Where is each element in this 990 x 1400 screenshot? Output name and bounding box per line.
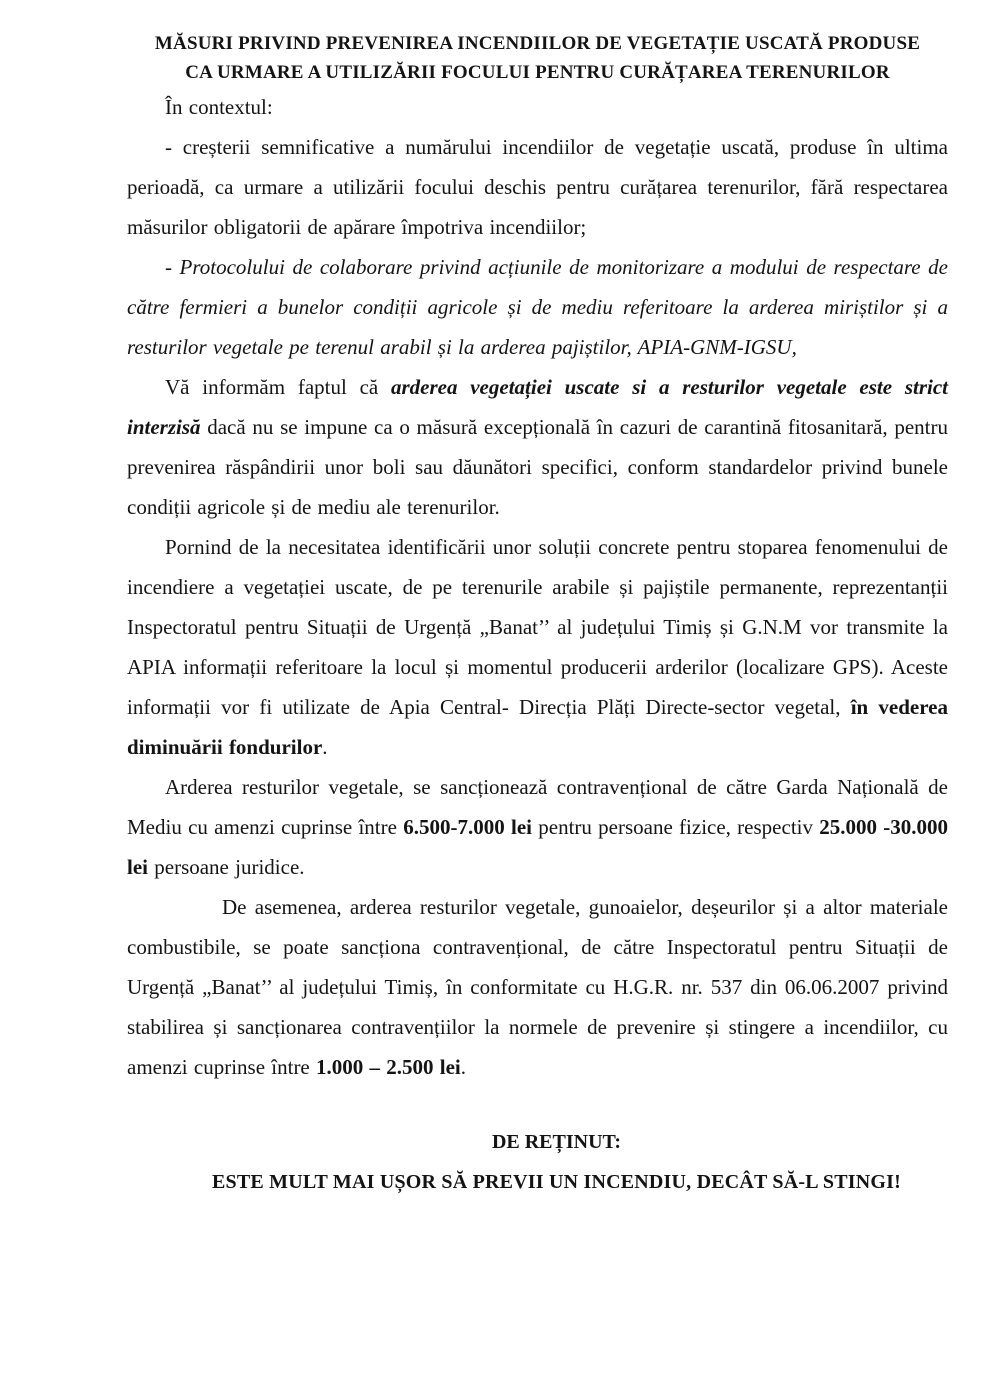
text-run: pentru persoane fizice, respectiv xyxy=(531,815,820,839)
paragraph-fines-environment xyxy=(127,767,948,887)
paragraph-interdiction xyxy=(127,367,948,527)
text-run: De asemenea, arderea resturilor vegetale, gunoaielor, deșeurilor și a altor materiale combustibile, se poate sancționa contravențional, de către Inspectoratul pentru Situații de Urgență „Banat’’ al județului Timiș, în conformitate cu H.G.R. nr. 537 din 06.06.2007 privind stabilirea și sancționarea contravențiilor la normele de prevenire și stingere a incendiilor, cu amenzi cuprinse între xyxy=(127,895,948,1079)
text-run: arderea vegetației uscate si a resturilor vegetale este strict interzisă xyxy=(127,375,949,439)
text-run: dacă nu se impune ca o măsură excepțională în cazuri de carantină fitosanitară, pentru prevenirea răspândirii unor boli sau dăunători specifici, conform standardelor privind bunele condiții agricole și de mediu ale terenurilor. xyxy=(127,415,948,519)
document-title xyxy=(127,0,948,87)
text-run: Pornind de la necesitatea identificării unor soluții concrete pentru stoparea fenomenului de incendiere a vegetației uscate, de pe terenurile arabile și pajiștile permanente, reprezentanții Inspectoratul pentru Situații de Urgență „Banat’’ al județului Timiș și G.N.M vor transmite la APIA informații referitoare la locul și momentul producerii arderilor (localizare GPS). Aceste informații vor fi utilizate de Apia Central- Direcția Plăți Directe-sector vegetal, xyxy=(127,535,948,719)
footer-slogan: ESTE MULT MAI UȘOR SĂ PREVII UN INCENDIU, DECÂT SĂ-L STINGI! xyxy=(211,1171,901,1193)
text-run: . xyxy=(460,1055,467,1079)
title-line-1: MĂSURI PRIVIND PREVENIREA INCENDIILOR DE VEGETAȚIE USCATĂ PRODUSE xyxy=(154,33,921,54)
text-run: persoane juridice. xyxy=(148,855,305,879)
text-run: Vă informăm faptul că xyxy=(165,375,391,399)
title-line-2: CA URMARE A UTILIZĂRII FOCULUI PENTRU CURĂȚAREA TERENURILOR xyxy=(185,62,890,83)
text-run: Arderea resturilor vegetale, se sancționează contravențional de către Garda Națională de Mediu cu amenzi cuprinse între xyxy=(127,775,948,839)
text-run: 25.000 -30.000 lei xyxy=(127,815,949,879)
paragraph-fines-isu xyxy=(127,887,948,1087)
text-run: - creșterii semnificative a numărului incendiilor de vegetație uscată, produse în ultima perioadă, ca urmare a utilizării focului deschis pentru curățarea terenurilor, fără respectarea măsurilor obligatorii de apărare împotriva incendiilor; xyxy=(127,135,948,239)
text-run: 1.000 – 2.500 lei xyxy=(316,1055,461,1079)
paragraph-monitoring-gps xyxy=(127,527,948,767)
context-item-fire-increase xyxy=(127,127,948,247)
text-run: în vederea diminuării fondurilor xyxy=(127,695,949,759)
footer-heading: DE REȚINUT: xyxy=(491,1131,622,1153)
document-footer xyxy=(127,1122,948,1202)
text-run: . xyxy=(322,735,328,759)
text-run: 6.500-7.000 lei xyxy=(403,815,532,839)
context-item-protocol xyxy=(127,247,948,367)
text-run: - Protocolului de colaborare privind acțiunile de monitorizare a modului de respectare de către fermieri a bunelor condiții agricole și de mediu referitoare la arderea miriștilor și a resturilor vegetale pe terenul arabil și la arderea pajiștilor, APIA-GNM-IGSU, xyxy=(127,255,948,359)
document-body xyxy=(127,87,948,1087)
intro-line: În contextul: xyxy=(165,95,273,119)
